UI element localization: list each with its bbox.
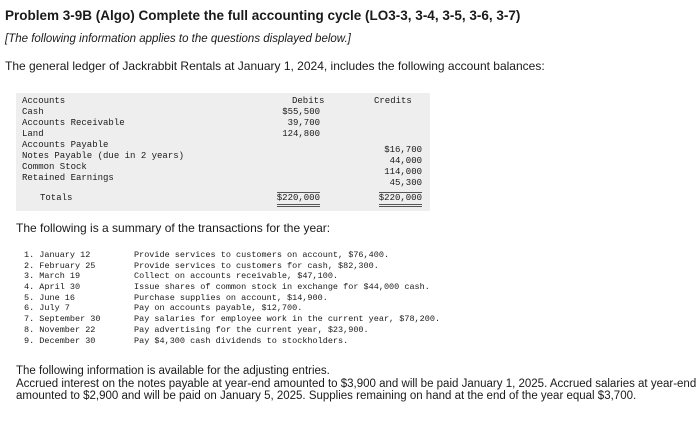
list-item [24,325,504,336]
transaction-description: Provide services to customers for cash, $82,300. [134,260,379,271]
total-credits: $220,000 [379,192,422,207]
transaction-description: Collect on accounts receivable, $47,100. [134,271,339,282]
account-name: Accounts Receivable [22,118,125,128]
transaction-description: Provide services to customers on account, $76,400. [134,250,390,260]
ledger-row [16,118,430,129]
list-item [24,314,504,325]
transaction-date: 5. June 16 [24,292,76,303]
transaction-date: 2. February 25 [24,260,96,271]
account-name: Land [22,129,44,139]
debit-value: 39,700 [287,118,320,128]
header-credits: Credits [374,96,412,106]
ledger-intro: The general ledger of Jackrabbit Rentals at January 1, 2024, includes the following account balances: [5,59,545,73]
credit-value: $16,700 [384,145,422,155]
debit-value: 124,800 [282,129,320,139]
ledger-row [16,129,430,140]
list-item [24,293,504,304]
totals-label: Totals [40,193,73,203]
transaction-description: Purchase supplies on account, $14,900. [134,292,328,303]
transaction-date: 4. April 30 [24,282,81,293]
credit-value: 44,000 [389,156,422,166]
transaction-date: 7. September 30 [24,314,101,325]
transaction-description: Pay on accounts payable, $12,700. [134,303,303,314]
transaction-date: 6. July 7 [24,303,70,314]
transactions-intro: The following is a summary of the transactions for the year: [16,221,331,235]
debit-value: $55,500 [282,107,320,117]
list-item [24,303,504,314]
transaction-description: Pay salaries for employee work in the current year, $78,200. [134,314,441,325]
problem-title: Problem 3-9B (Algo) Complete the full accounting cycle (LO3-3, 3-4, 3-5, 3-6, 3-7) [5,8,521,23]
adjusting-intro: The following information is available for the adjusting entries. [16,365,330,377]
transaction-description: Issue shares of common stock in exchange for $44,000 cash. [134,282,430,293]
credit-value: 45,300 [389,178,422,188]
list-item [24,250,504,261]
total-debits: $220,000 [277,192,320,207]
ledger-totals-row [16,192,430,206]
list-item [24,271,504,282]
adjusting-details: Accrued interest on the notes payable at year-end amounted to $3,900 and will be paid January 1, 2025. Accrued salaries at year-end amounted to $2,900 and will be paid on January 5, 2025. Supplies remaining on hand at the end of the year equal $3,700. [16,377,697,403]
account-name: Cash [22,107,44,117]
header-debits: Debits [292,96,325,106]
transaction-description: Pay $4,300 cash dividends to stockholders. [134,335,349,346]
list-item [24,336,504,347]
account-name: Accounts Payable [22,140,109,150]
transaction-description: Pay advertising for the current year, $23,900. [134,324,369,335]
ledger-row [16,107,430,118]
ledger-header-row [16,96,430,107]
header-accounts: Accounts [22,96,66,106]
transaction-date: 1. January 12 [24,250,91,260]
account-name: Notes Payable (due in 2 years) [22,151,185,161]
transaction-date: 3. March 19 [24,271,81,282]
adjusting-info [16,365,698,403]
instruction-note: [The following information applies to the questions displayed below.] [5,33,351,45]
credit-value: 114,000 [384,167,422,177]
list-item [24,282,504,293]
account-name: Common Stock [22,162,87,172]
account-name: Retained Earnings [22,173,114,183]
transaction-date: 9. December 30 [24,335,96,346]
list-item [24,261,504,272]
transaction-date: 8. November 22 [24,324,96,335]
ledger-table [16,93,430,211]
transactions-list [24,250,504,346]
